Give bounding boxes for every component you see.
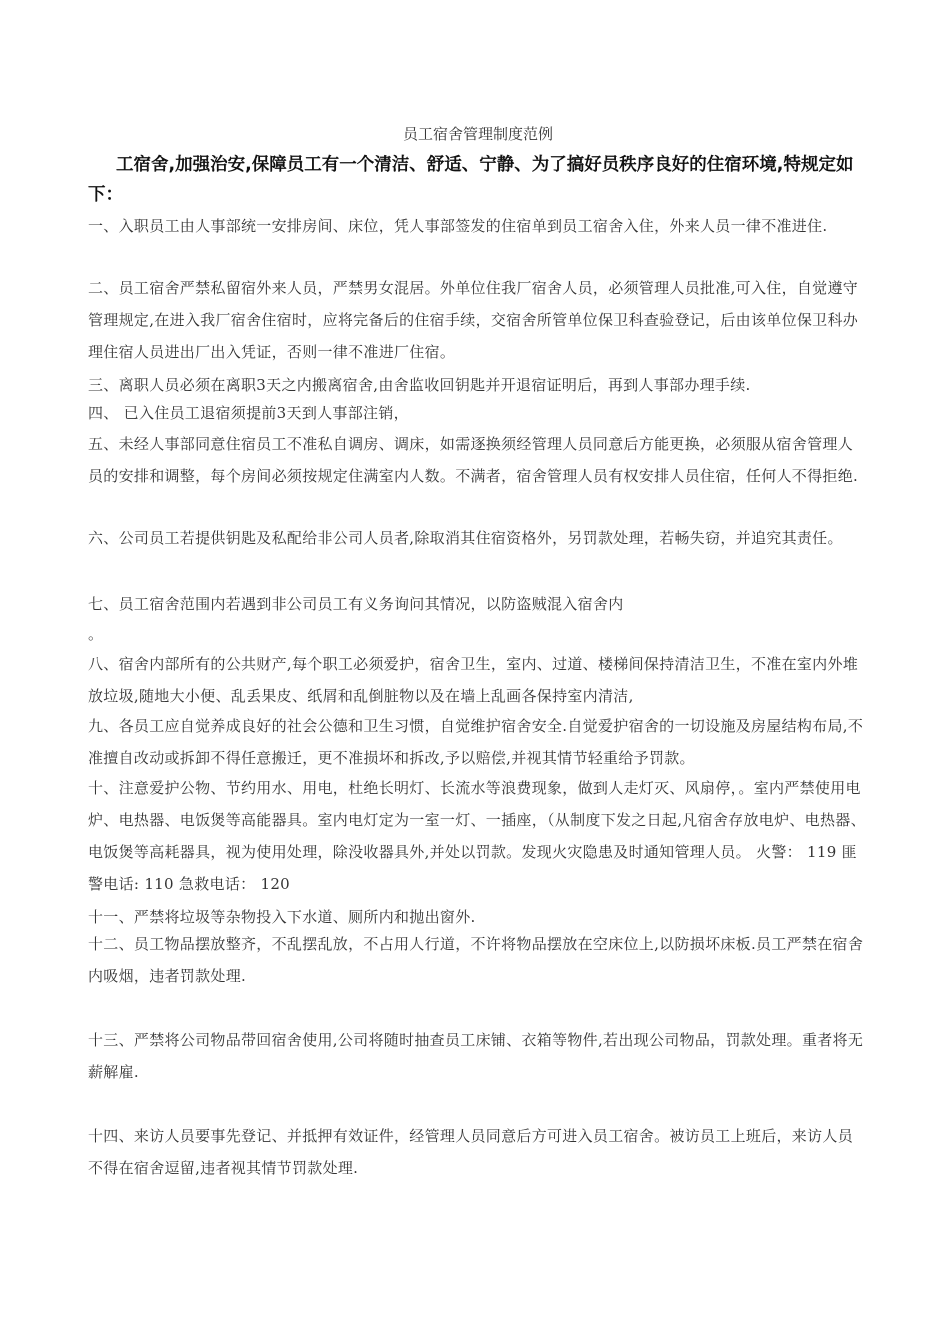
paragraph-9: 九、各员工应自觉养成良好的社会公德和卫生习惯，自觉维护宿舍安全.自觉爱护宿舍的一切设施及房屋结构布局,不准擅自改动或拆卸不得任意搬迁，更不准损坏和拆改,予以赔偿,并视其情节轻重给予罚款。 [88, 717, 864, 767]
paragraph-13: 十三、严禁将公司物品带回宿舍使用,公司将随时抽查员工床铺、衣箱等物件,若出现公司物品，罚款处理。重者将无薪解雇. [88, 1031, 864, 1081]
paragraph-3: 三、离职人员必须在离职3天之内搬离宿舍,由舍监收回钥匙并开退宿证明后，再到人事部办理手续. [88, 376, 751, 394]
document-title: 员工宿舍管理制度范例 [402, 125, 553, 143]
paragraph-14: 十四、来访人员要事先登记、并抵押有效证件，经管理人员同意后方可进入员工宿舍。被访员工上班后，来访人员不得在宿舍逗留,违者视其情节罚款处理. [88, 1127, 854, 1177]
paragraph-12: 十二、员工物品摆放整齐，不乱摆乱放，不占用人行道，不许将物品摆放在空床位上,以防损坏床板.员工严禁在宿舍内吸烟，违者罚款处理. [88, 935, 864, 985]
paragraph-7: 七、员工宿舍范围内若遇到非公司员工有义务询问其情况，以防盗贼混入宿舍内 [88, 595, 624, 613]
paragraph-2: 二、员工宿舍严禁私留宿外来人员，严禁男女混居。外单位住我厂宿舍人员，必须管理人员批准,可入住，自觉遵守管理规定,在进入我厂宿舍住宿时，应将完备后的住宿手续，交宿舍所管单位保卫科查验登记，后由该单位保卫科办理住宿人员进出厂出入凭证，否则一律不准进厂住宿。 [88, 279, 859, 361]
paragraph-8: 八、宿舍内部所有的公共财产,每个职工必须爱护，宿舍卫生，室内、过道、楼梯间保持清洁卫生，不准在室内外堆放垃圾,随地大小便、乱丢果皮、纸屑和乱倒脏物以及在墙上乱画各保持室内清洁, [88, 655, 859, 705]
paragraph-7-end: 。 [88, 625, 104, 643]
paragraph-6: 六、公司员工若提供钥匙及私配给非公司人员者,除取消其住宿资格外，另罚款处理，若畅失窃，并追究其责任。 [88, 529, 843, 547]
paragraph-5: 五、未经人事部同意住宿员工不准私自调房、调床，如需逐换须经管理人员同意后方能更换，必须服从宿舍管理人员的安排和调整，每个房间必须按规定住满室内人数。不满者，宿舍管理人员有权安排人员住宿，任何人不得拒绝. [88, 435, 859, 485]
paragraph-1: 一、入职员工由人事部统一安排房间、床位，凭人事部签发的住宿单到员工宿舍入住，外来人员一律不准进住. [88, 217, 828, 235]
paragraph-4: 四、 已入住员工退宿须提前3天到人事部注销， [88, 404, 409, 422]
intro-paragraph: 工宿舍,加强治安,保障员工有一个清洁、舒适、宁静、为了搞好员秩序良好的住宿环境,特规定如下： [88, 155, 854, 205]
paragraph-11: 十一、严禁将垃圾等杂物投入下水道、厕所内和抛出窗外. [88, 908, 476, 926]
paragraph-10: 十、注意爱护公物、节约用水、用电，杜绝长明灯、长流水等浪费现象，做到人走灯灭、风扇停，。室内严禁使用电炉、电热器、电饭煲等高能器具。室内电灯定为一室一灯、一插座，（从制度下发之日起,凡宿舍存放电炉、电热器、电饭煲等高耗器具，视为使用处理，除没收器具外,并处以罚款。发现火灾隐患及时通知管理人员。 火警： 119 匪警电话: 110 急救电话： 120 [88, 779, 866, 893]
